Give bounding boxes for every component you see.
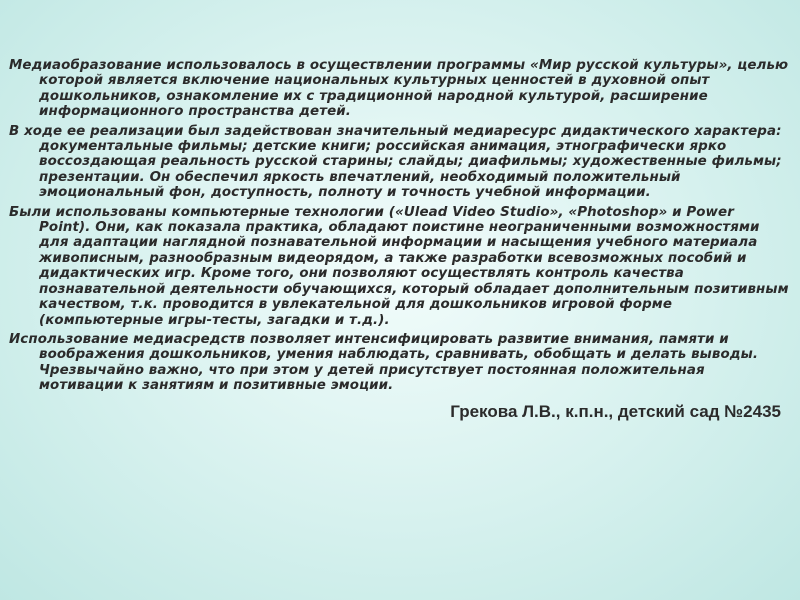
paragraph-media-education: Медиаобразование использовалось в осуществлении программы «Мир русской культуры», целью которой является включение национальных культурных ценностей в духовной опыт дошкольников, ознакомление их с традиционной народной культурой, расширение информационного пространства детей. xyxy=(9,58,789,120)
paragraph-conclusion: Использование медиасредств позволяет интенсифицировать развитие внимания, памяти и воображения дошкольников, умения наблюдать, сравнивать, обобщать и делать выводы. Чрезвычайно важно, что при этом у детей присутствует постоянная положительная мотивации к занятиям и позитивные эмоции. xyxy=(9,331,759,394)
paragraph-media-resources: В ходе ее реализации был задействован значительный медиаресурс дидактического характера: документальные фильмы; детские книги; российская анимация, этнографически ярко воссоздающая реальность русской старины; слайды; диафильмы; художественные фильмы; презентации. Он обеспечил яркость впечатлений, необходимый положительный эмоциональный фон, доступность, полноту и точность учебной информации. xyxy=(9,123,782,201)
paragraph-computer-technologies: Были использованы компьютерные технологии («Ulead Video Studio», «Photoshop» и Power Point). Они, как показала практика, обладают поистине неограниченными возможностями для адаптации наглядной познавательной информации и насыщения учебного материала живописным, разнообразным видеорядом, а также разработки всевозможных пособий и дидактических игр. Кроме того, они позволяют осуществлять контроль качества познавательной деятельности обучающихся, который обладает дополнительным позитивным качеством, т.к. проводится в увлекательной для дошкольников игровой форме (компьютерные игры-тесты, загадки и т.д.). xyxy=(9,204,789,328)
slide-body xyxy=(9,58,789,422)
author-signature: Грекова Л.В., к.п.н., детский сад №2435 xyxy=(450,401,781,421)
